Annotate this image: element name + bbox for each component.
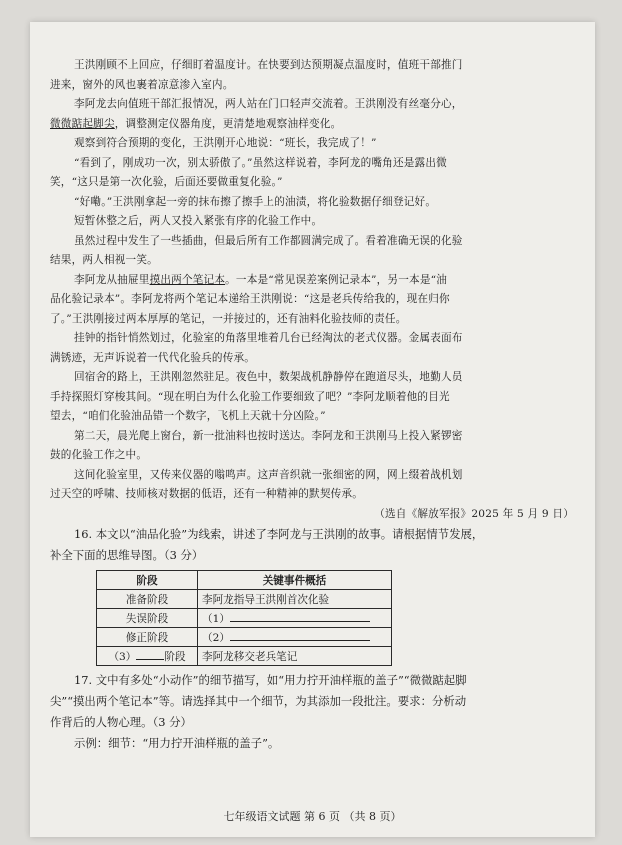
passage-line: 品化验记录本”。李阿龙将两个笔记本递给王洪刚说：“这是老兵传给我的，现在归你	[50, 293, 450, 305]
q16-prompt: 补全下面的思维导图。（3 分）	[50, 548, 204, 562]
passage-text: 李阿龙从抽屉里	[74, 273, 150, 286]
blank-label: （1）	[202, 613, 230, 625]
passage-line	[50, 115, 578, 135]
passage-line: “看到了，刚成功一次，别太骄傲了。”虽然这样说着，李阿龙的嘴角还是露出微	[74, 156, 447, 169]
passage-line: 望去，“咱们化验油品错一个数字，飞机上天就十分凶险。”	[50, 410, 326, 422]
passage-line: 了。”王洪刚接过两本厚厚的笔记，一并接过的，还有油料化验技师的责任。	[50, 312, 407, 325]
q17-prompt: 17. 文中有多处“小动作”的细节描写，如“用力拧开油样瓶的盖子”“微微踮起脚	[74, 673, 467, 687]
answer-blank[interactable]	[136, 648, 164, 660]
passage-line	[50, 271, 578, 291]
source-citation: （选自《解放军报》2025 年 5 月 9 日）	[374, 507, 574, 520]
passage-line: 第二天，晨光爬上窗台，新一批油料也按时送达。李阿龙和王洪刚马上投入紧锣密	[74, 429, 463, 442]
passage-line: 李阿龙去向值班干部汇报情况，两人站在门口轻声交流着。王洪刚没有丝毫分心，	[74, 98, 463, 110]
passage-line: 挂钟的指针悄然划过，化验室的角落里堆着几台已经淘汰的老式仪器。金属表面布	[74, 332, 463, 344]
passage-line: 王洪刚顾不上回应，仔细盯着温度计。在快要到达预期凝点温度时，值班干部推门	[74, 59, 463, 71]
table-row	[97, 609, 392, 628]
table-row	[97, 590, 392, 609]
q17-prompt: 作背后的人物心理。（3 分）	[50, 715, 192, 729]
passage-text: 。一本是“常见误差案例记录本”，另一本是“油	[225, 273, 448, 286]
event-cell	[198, 628, 392, 647]
passage-line: 进来，窗外的风也裹着凉意渗入室内。	[50, 78, 234, 91]
stage-cell: 修正阶段	[97, 628, 198, 647]
passage-line: 结果，两人相视一笑。	[50, 254, 158, 266]
stage-cell	[97, 647, 198, 666]
event-cell: 李阿龙指导王洪刚首次化验	[198, 590, 392, 609]
q16-prompt: 16. 本文以“油品化验”为线索，讲述了李阿龙与王洪刚的故事。请根据情节发展，	[74, 527, 484, 541]
passage-line: 虽然过程中发生了一些插曲，但最后所有工作都圆满完成了。看着准确无误的化验	[74, 234, 463, 247]
blank-label: （3）	[108, 651, 137, 663]
underlined-detail: 摸出两个笔记本	[149, 273, 226, 286]
q17-example: 示例：细节：“用力拧开油样瓶的盖子”。	[74, 736, 280, 750]
column-header-event: 关键事件概括	[198, 571, 392, 590]
q17-prompt: 尖”“摸出两个笔记本”等。请选择其中一个细节，为其添加一段批注。要求：分析动	[50, 694, 467, 708]
mind-map-table	[96, 570, 392, 666]
exam-page	[30, 22, 595, 837]
event-cell	[198, 609, 392, 628]
passage-line: 过天空的呼啸、技师核对数据的低语，还有一种精神的默契传承。	[50, 488, 364, 500]
passage-line: 满锈迹，无声诉说着一代代化验兵的传承。	[50, 351, 256, 364]
stage-cell: 失误阶段	[97, 609, 198, 628]
passage-line: 观察到符合预期的变化，王洪刚开心地说：“班长，我完成了！”	[74, 137, 377, 149]
question-16	[50, 524, 578, 666]
answer-blank[interactable]	[230, 610, 370, 622]
passage-line: 回宿舍的路上，王洪刚忽然驻足。夜色中，数架战机静静停在跑道尽头，地勤人员	[74, 371, 463, 383]
stage-cell: 准备阶段	[97, 590, 198, 609]
passage-line: “好嘞。”王洪刚拿起一旁的抹布擦了擦手上的油渍，将化验数据仔细登记好。	[74, 195, 437, 208]
passage	[50, 56, 578, 524]
stage-suffix: 阶段	[164, 651, 186, 663]
passage-text: ，调整测定仪器角度，更清楚地观察油样变化。	[114, 117, 342, 130]
answer-blank[interactable]	[230, 629, 370, 641]
question-17	[50, 670, 578, 754]
passage-line: 手持探照灯穿梭其间。“现在明白为什么化验工作要细致了吧？”李阿龙顺着他的目光	[50, 390, 450, 403]
passage-line: 笑，“这只是第一次化验，后面还要做重复化验。”	[50, 176, 283, 188]
passage-line: 这间化验室里，又传来仪器的嗡鸣声。这声音织就一张细密的网，网上缀着战机划	[74, 468, 463, 481]
page-content	[50, 56, 578, 754]
column-header-stage: 阶段	[97, 571, 198, 590]
event-cell: 李阿龙移交老兵笔记	[198, 647, 392, 666]
table-row	[97, 628, 392, 647]
table-row	[97, 647, 392, 666]
page-footer: 七年级语文试题 第 6 页 （共 8 页）	[223, 810, 402, 823]
underlined-detail: 微微踮起脚尖	[50, 117, 115, 130]
table-header-row	[97, 571, 392, 590]
passage-line: 鼓的化验工作之中。	[50, 449, 148, 461]
passage-line: 短暂休整之后，两人又投入紧张有序的化验工作中。	[74, 215, 323, 227]
blank-label: （2）	[202, 632, 230, 644]
